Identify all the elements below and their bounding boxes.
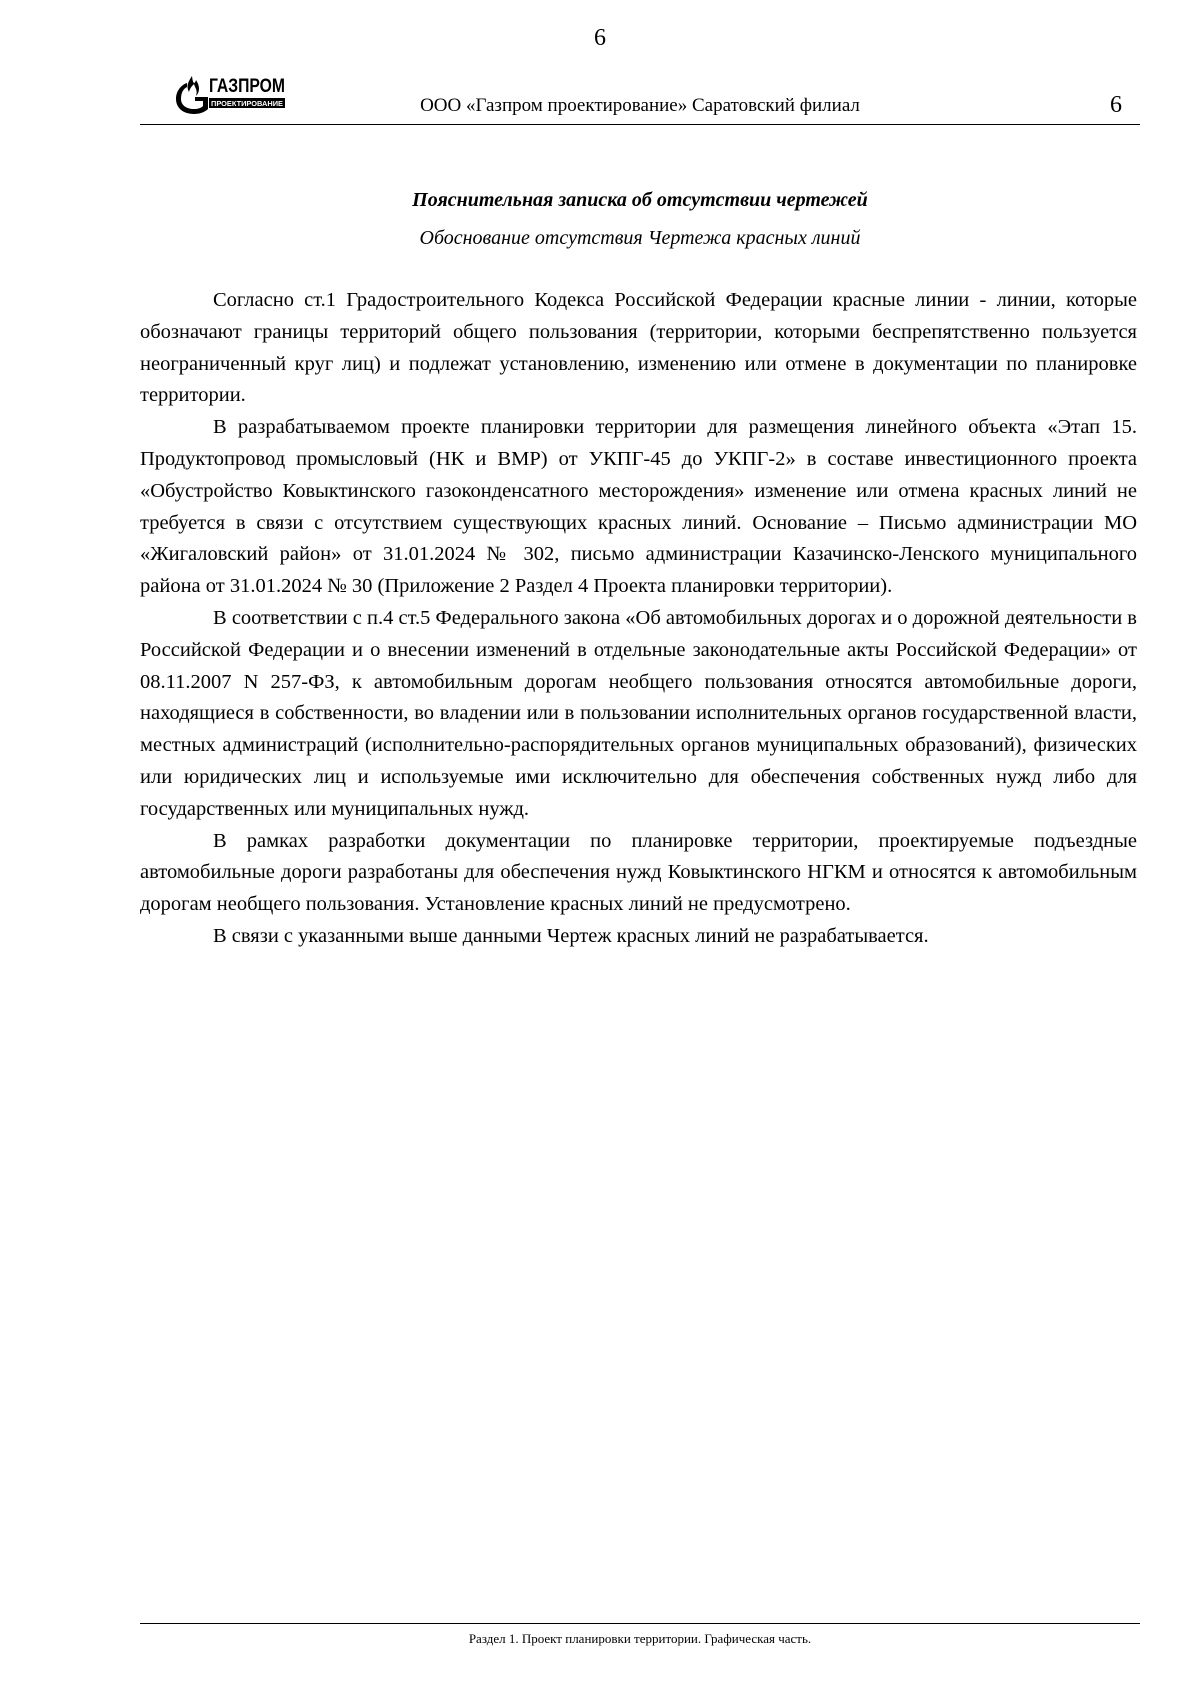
- paragraph: Согласно ст.1 Градостроительного Кодекса Российской Федерации красные линии - линии, которые обозначают границы территорий общего пользования (территории, которыми беспрепятственно пользуется неограниченный круг лиц) и подлежат установлению, изменению или отмене в документации по планировке территории.: [140, 289, 1137, 407]
- document-title: Пояснительная записка об отсутствии чертежей: [412, 189, 868, 211]
- document-body: [140, 285, 1137, 953]
- paragraph: В рамках разработки документации по планировке территории, проектируемые подъездные автомобильные дороги разработаны для обеспечения нужд Ковыктинского НГКМ и относятся к автомобильным дорогам необщего пользования. Установление красных линий не предусмотрено.: [140, 829, 1137, 916]
- document-subtitle: Обоснование отсутствия Чертежа красных линий: [419, 227, 861, 249]
- paragraph: В связи с указанными выше данными Чертеж красных линий не разрабатывается.: [213, 924, 929, 947]
- paragraph: В разрабатываемом проекте планировки территории для размещения линейного объекта «Этап 15. Продуктопровод промысловый (НК и ВМР) от УКПГ-45 до УКПГ-2» в составе инвестиционного проекта «Обустройство Ковыктинского газоконденсатного месторождения» изменение или отмена красных линий не требуется в связи с отсутствием существующих красных линий. Основание – Письмо администрации МО «Жигаловский район» от 31.01.2024 № 302, письмо администрации Казачинско-Ленского муниципального района от 31.01.2024 № 30 (Приложение 2 Раздел 4 Проекта планировки территории).: [140, 416, 1137, 598]
- header-page-number: 6: [1110, 92, 1122, 118]
- page-header: [140, 68, 1140, 125]
- page-footer: Раздел 1. Проект планировки территории. Графическая часть.: [140, 1623, 1140, 1647]
- logo-wordmark: ГАЗПРОМ: [209, 76, 285, 97]
- paragraph: В соответствии с п.4 ст.5 Федерального закона «Об автомобильных дорогах и о дорожной деятельности в Российской Федерации и о внесении изменений в отдельные законодательные акты Российской Федерации» от 08.11.2007 N 257-ФЗ, к автомобильным дорогам необщего пользования относятся автомобильные дороги, находящиеся в собственности, во владении или в пользовании исполнительных органов государственной власти, местных администраций (исполнительно-распорядительных органов муниципальных образований), физических или юридических лиц и используемые ими исключительно для обеспечения собственных нужд либо для государственных или муниципальных нужд.: [140, 606, 1137, 820]
- logo-subline: ПРОЕКТИРОВАНИЕ: [211, 101, 284, 108]
- header-organization: ООО «Газпром проектирование» Саратовский филиал: [420, 95, 860, 116]
- top-page-number: 6: [594, 25, 606, 51]
